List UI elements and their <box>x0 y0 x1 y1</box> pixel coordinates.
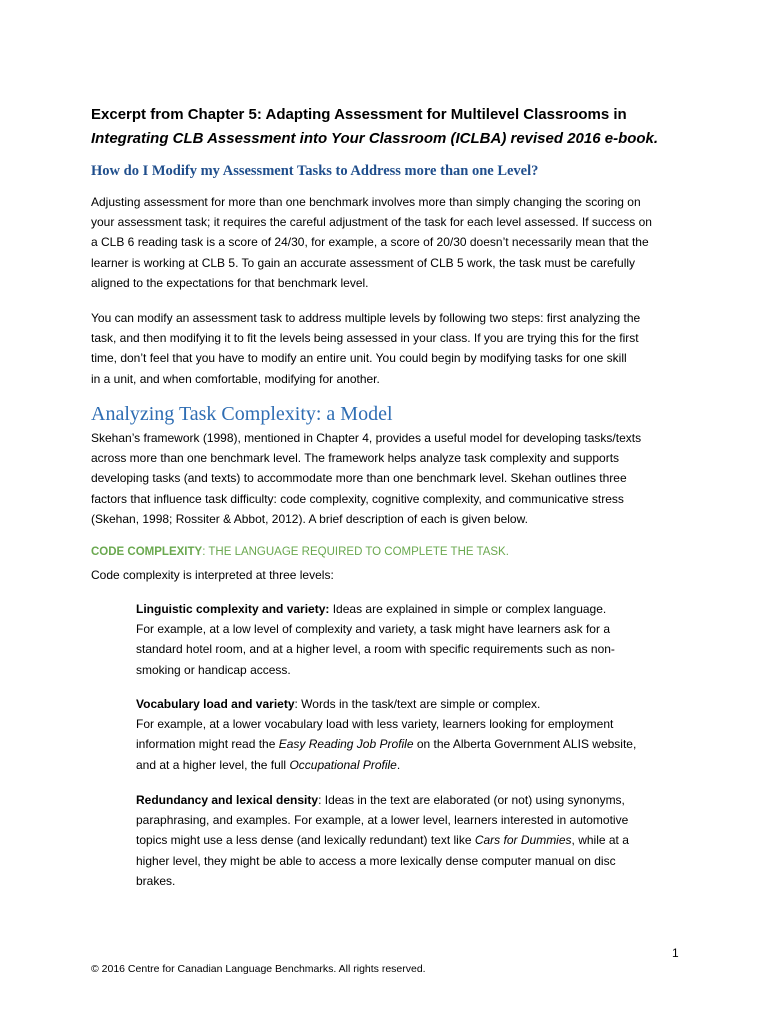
paragraph-line <box>136 599 696 619</box>
paragraph-line: learner is working at CLB 5. To gain an accurate assessment of CLB 5 work, the task must be carefully <box>91 255 636 270</box>
cars-for-dummies-title: Cars for Dummies <box>474 833 572 848</box>
document-title-line2: Integrating CLB Assessment into Your Classroom (ICLBA) revised 2016 e-book. <box>91 130 659 147</box>
paragraph-line: in a unit, and when comfortable, modifying for another. <box>91 371 380 386</box>
code-complexity-subtitle: : THE LANGUAGE REQUIRED TO COMPLETE THE TASK. <box>202 546 509 558</box>
vocabulary-text: . <box>396 757 401 772</box>
document-title-line1: Excerpt from Chapter 5: Adapting Assessment for Multilevel Classrooms in <box>91 106 627 123</box>
intro-paragraph <box>91 192 691 293</box>
section-heading: Analyzing Task Complexity: a Model <box>91 403 393 425</box>
question-heading: How do I Modify my Assessment Tasks to Address more than one Level? <box>91 163 539 179</box>
paragraph-line: For example, at a lower vocabulary load with less variety, learners looking for employment <box>136 717 614 732</box>
paragraph-line: Skehan’s framework (1998), mentioned in Chapter 4, provides a useful model for developing tasks/texts <box>91 431 642 445</box>
paragraph-line: For example, at a low level of complexity and variety, a task might have learners ask for a <box>136 622 610 637</box>
paragraph-line: You can modify an assessment task to address multiple levels by following two steps: first analyzing the <box>91 311 641 325</box>
redundancy-text: topics might use a less dense (and lexically redundant) text like <box>136 833 475 848</box>
vocabulary-text: : Words in the task/text are simple or complex. <box>294 697 541 711</box>
paragraph-line: brakes. <box>136 873 176 888</box>
paragraph-line: time, don’t feel that you have to modify an entire unit. You could begin by modifying tasks for one skill <box>91 351 627 366</box>
paragraph-line: a CLB 6 reading task is a score of 24/30, for example, a score of 20/30 doesn’t necessarily mean that the <box>91 235 649 250</box>
paragraph-line <box>136 694 696 714</box>
code-complexity-heading <box>91 546 509 558</box>
skehan-paragraph <box>91 428 691 529</box>
code-complexity-intro <box>91 565 691 585</box>
redundancy-text: , while at a <box>571 833 629 848</box>
paragraph-line <box>136 755 696 775</box>
occupational-profile-title: Occupational Profile <box>289 757 397 772</box>
paragraph-line: Code complexity is interpreted at three levels: <box>91 568 334 582</box>
paragraph-line: Adjusting assessment for more than one benchmark involves more than simply changing the scoring on <box>91 195 641 209</box>
redundancy-item <box>136 790 696 891</box>
paragraph-line: factors that influence task difficulty: code complexity, cognitive complexity, and communicative stress <box>91 491 624 506</box>
paragraph-line <box>136 734 696 754</box>
paragraph-line: developing tasks (and texts) to accommodate more than one benchmark level. Skehan outlines three <box>91 471 627 486</box>
linguistic-complexity-item <box>136 599 696 680</box>
steps-paragraph <box>91 308 691 389</box>
paragraph-line: higher level, they might be able to access a more lexically dense computer manual on disc <box>136 853 616 868</box>
redundancy-text: : Ideas in the text are elaborated (or not) using synonyms, <box>318 793 625 807</box>
paragraph-line: (Skehan, 1998; Rossiter & Abbot, 2012). A brief description of each is given below. <box>91 511 528 526</box>
vocabulary-load-item <box>136 694 696 775</box>
vocabulary-text: and at a higher level, the full <box>136 757 290 772</box>
vocabulary-text: information might read the <box>136 737 279 752</box>
paragraph-line <box>136 830 696 850</box>
page-number: 1 <box>672 946 679 960</box>
paragraph-line: standard hotel room, and at a higher level, a room with specific requirements such as non- <box>136 642 615 657</box>
paragraph-line: your assessment task; it requires the careful adjustment of the task for each level assessed. If success on <box>91 215 652 230</box>
paragraph-line: task, and then modifying it to fit the levels being assessed in your class. If you are trying this for the first <box>91 331 639 346</box>
code-complexity-label: CODE COMPLEXITY <box>91 546 203 558</box>
paragraph-line: aligned to the expectations for that benchmark level. <box>91 275 369 290</box>
paragraph-line: across more than one benchmark level. The framework helps analyze task complexity and supports <box>91 451 620 466</box>
paragraph-line <box>136 790 696 810</box>
linguistic-label: Linguistic complexity and variety: <box>136 602 330 616</box>
vocabulary-label: Vocabulary load and variety <box>136 697 295 711</box>
paragraph-line: paraphrasing, and examples. For example, at a lower level, learners interested in automotive <box>136 813 629 828</box>
linguistic-text: Ideas are explained in simple or complex language. <box>329 602 607 616</box>
paragraph-line: smoking or handicap access. <box>136 662 291 677</box>
footer-copyright: © 2016 Centre for Canadian Language Benchmarks. All rights reserved. <box>91 963 426 975</box>
vocabulary-text: on the Alberta Government ALIS website, <box>413 737 637 752</box>
redundancy-label: Redundancy and lexical density <box>136 793 319 807</box>
easy-reading-job-profile-title: Easy Reading Job Profile <box>278 737 414 752</box>
